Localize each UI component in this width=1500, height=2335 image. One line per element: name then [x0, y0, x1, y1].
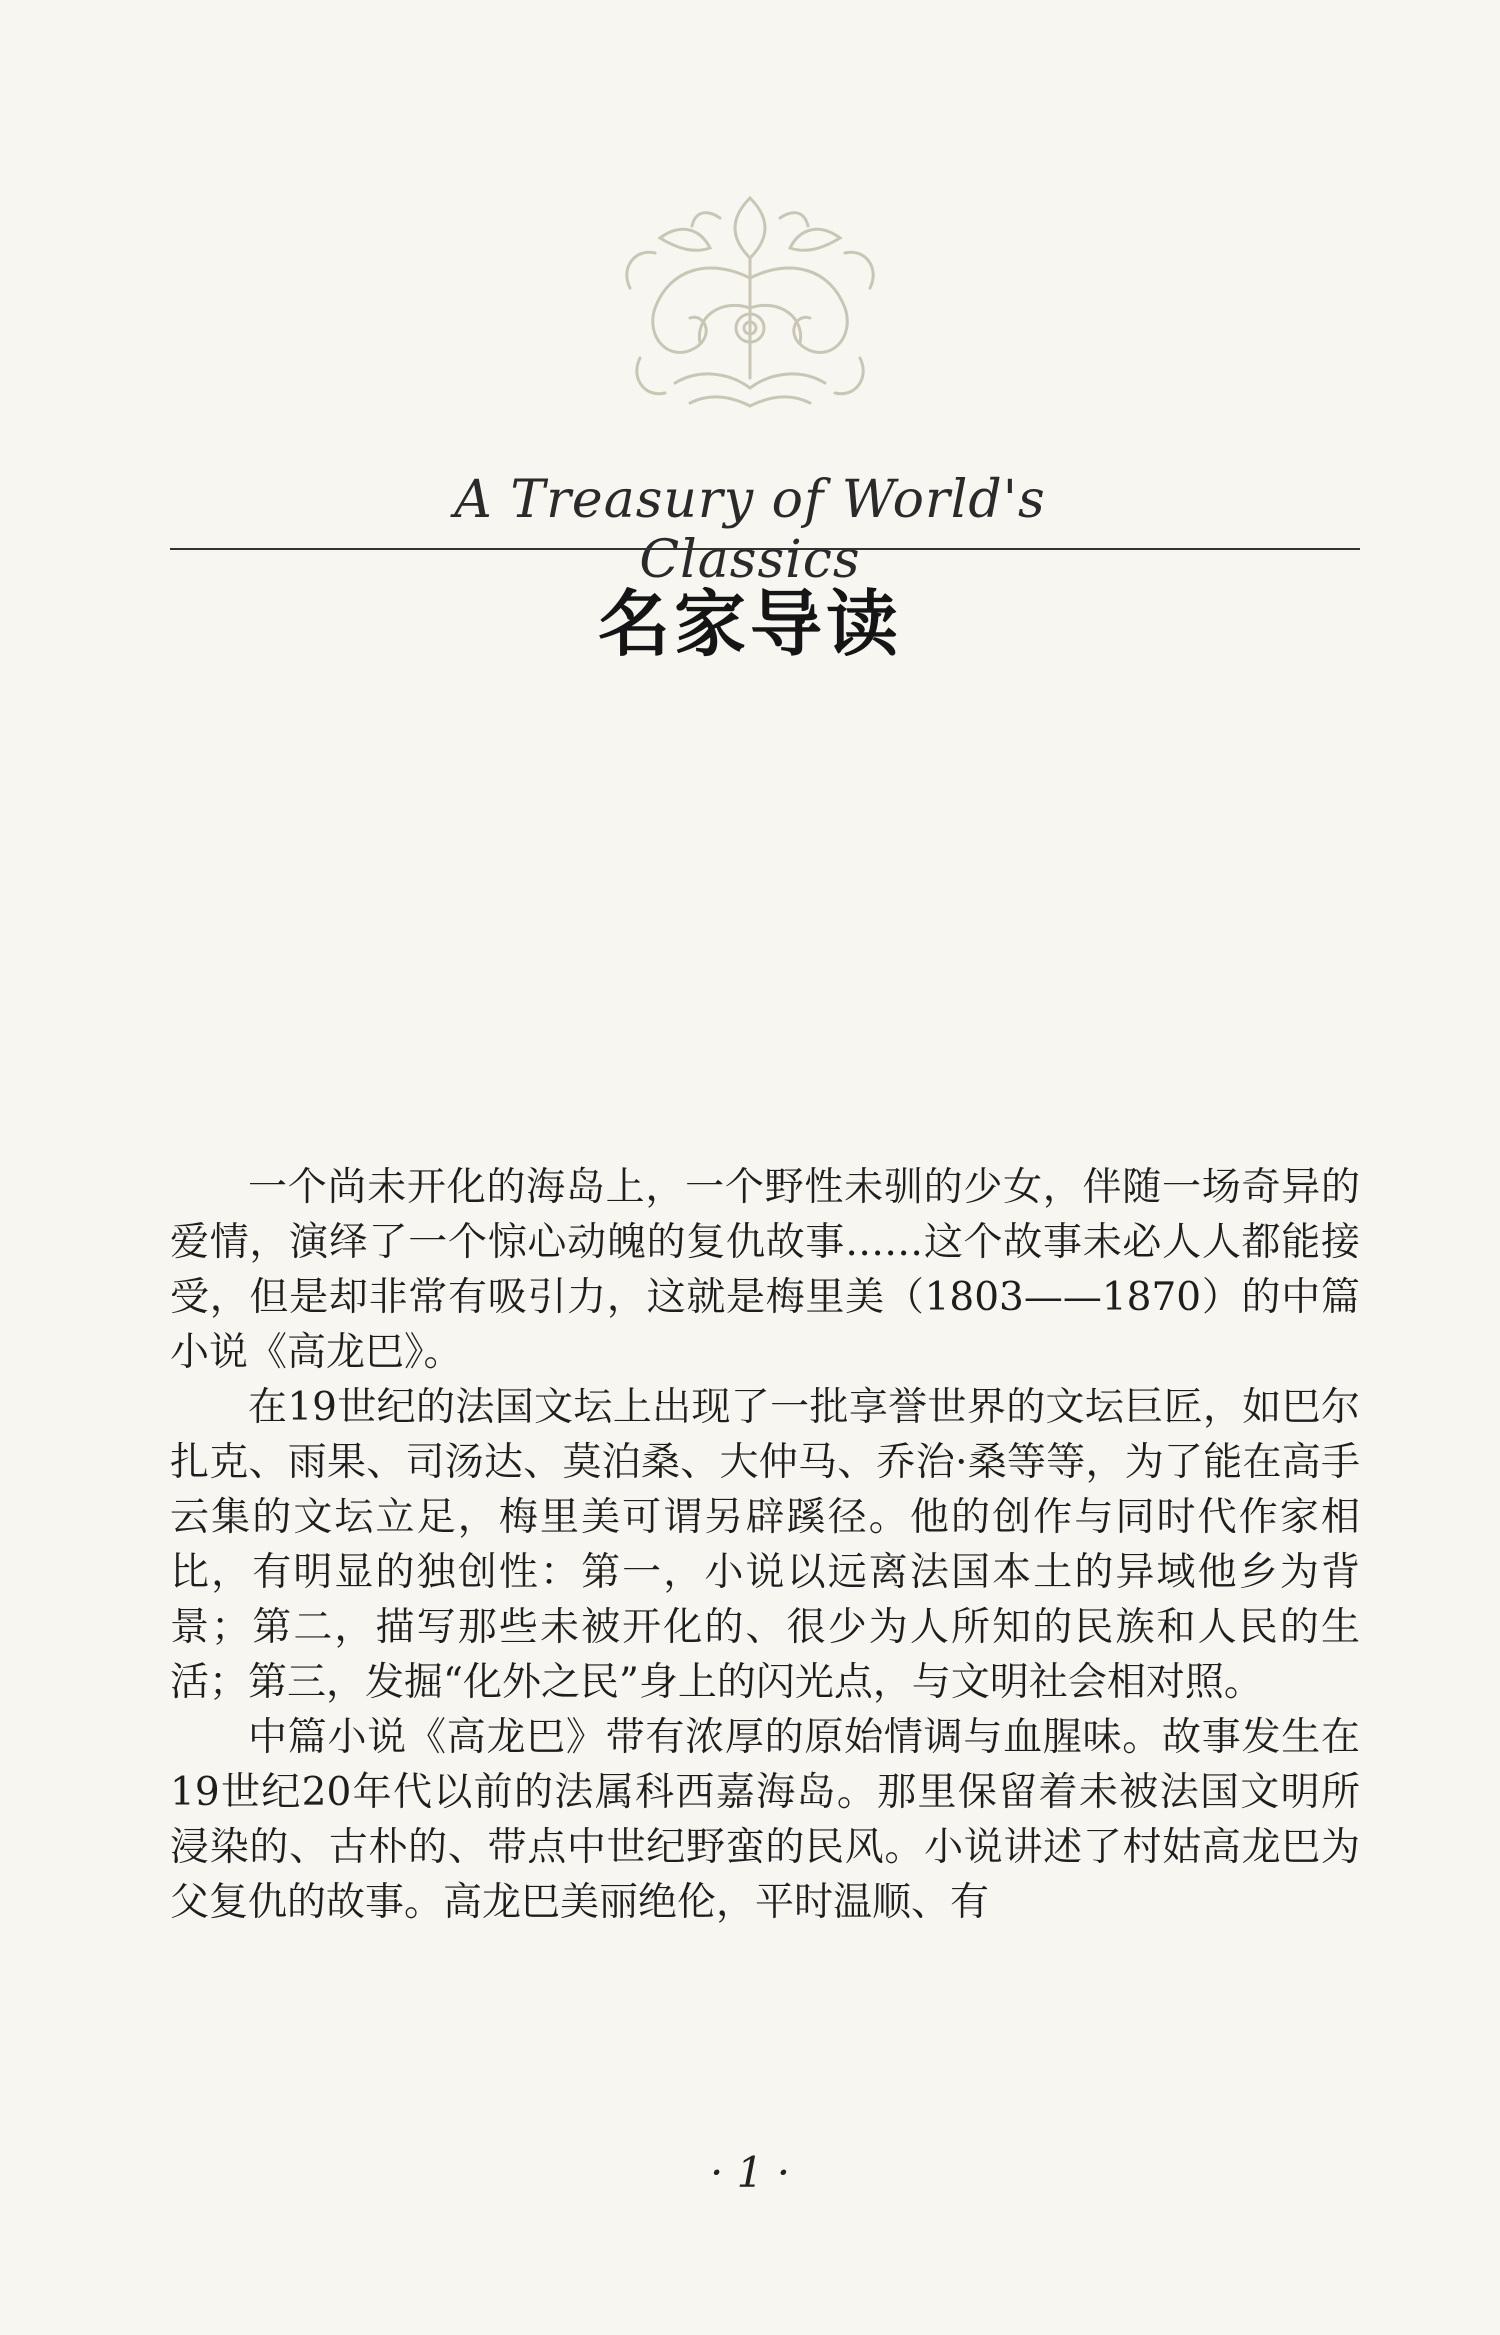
body-text	[170, 1160, 1360, 1930]
header-divider	[170, 548, 1360, 550]
floral-ornament-icon	[600, 178, 900, 428]
paragraph-2: 在19世纪的法国文坛上出现了一批享誉世界的文坛巨匠，如巴尔扎克、雨果、司汤达、莫泊桑、大仲马、乔治·桑等等，为了能在高手云集的文坛立足，梅里美可谓另辟蹊径。他的创作与同时代作家相比，有明显的独创性：第一，小说以远离法国本土的异域他乡为背景；第二，描写那些未被开化的、很少为人所知的民族和人民的生活；第三，发掘“化外之民”身上的闪光点，与文明社会相对照。	[170, 1385, 1360, 1705]
series-title: A Treasury of World's Classics	[454, 470, 1046, 590]
page-number: · 1 ·	[709, 2148, 791, 2197]
paragraph-1: 一个尚未开化的海岛上，一个野性未驯的少女，伴随一场奇异的爱情，演绎了一个惊心动魄的复仇故事……这个故事未必人人都能接受，但是却非常有吸引力，这就是梅里美（1803——1870）的中篇小说《高龙巴》。	[170, 1165, 1360, 1375]
paragraph-3: 中篇小说《高龙巴》带有浓厚的原始情调与血腥味。故事发生在19世纪20年代以前的法属科西嘉海岛。那里保留着未被法国文明所浸染的、古朴的、带点中世纪野蛮的民风。小说讲述了村姑高龙巴为父复仇的故事。高龙巴美丽绝伦，平时温顺、有	[170, 1715, 1360, 1925]
page-title: 名家导读	[597, 582, 902, 666]
